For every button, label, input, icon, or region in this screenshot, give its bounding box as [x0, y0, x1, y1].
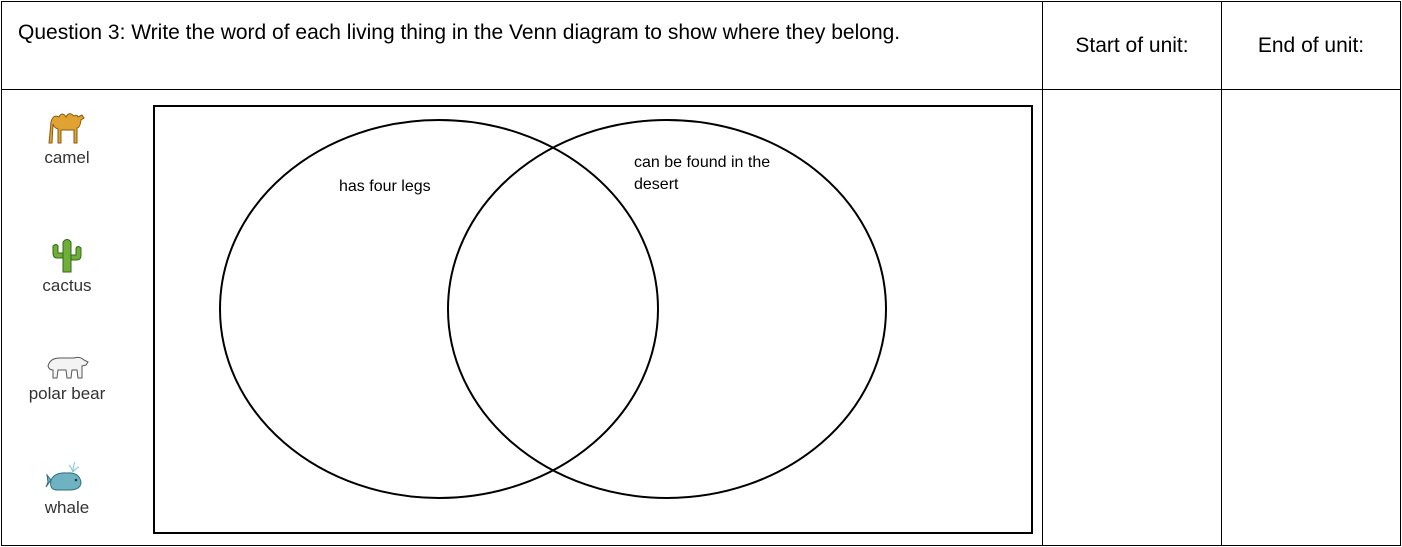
question-text: Question 3: Write the word of each living thing in the Venn diagram to show where they belong.	[18, 21, 901, 44]
item-label: whale	[44, 498, 90, 517]
item-label: cactus	[42, 276, 92, 295]
cactus-icon	[49, 236, 85, 274]
list-item-camel	[12, 108, 122, 168]
start-of-unit-header	[1042, 1, 1222, 90]
polar-bear-icon	[44, 352, 90, 382]
venn-right-set-label: can be found in the desert	[634, 154, 771, 193]
start-of-unit-answer-cell[interactable]	[1042, 89, 1222, 546]
camel-icon	[47, 108, 87, 146]
item-label: camel	[44, 148, 90, 167]
end-of-unit-label: End of unit:	[1257, 33, 1365, 57]
list-item-whale	[12, 460, 122, 518]
venn-diagram	[155, 107, 1031, 532]
question-header-cell	[1, 1, 1043, 90]
venn-activity-cell	[1, 89, 1043, 546]
end-of-unit-answer-cell[interactable]	[1221, 89, 1401, 546]
venn-circle-left	[220, 120, 658, 498]
start-of-unit-label: Start of unit:	[1075, 33, 1189, 57]
whale-icon	[45, 460, 89, 496]
venn-left-set-label: has four legs	[339, 178, 431, 195]
venn-diagram-box	[153, 105, 1033, 534]
item-label: polar bear	[28, 384, 106, 403]
list-item-polar-bear	[12, 352, 122, 404]
list-item-cactus	[12, 236, 122, 296]
end-of-unit-header	[1221, 1, 1401, 90]
